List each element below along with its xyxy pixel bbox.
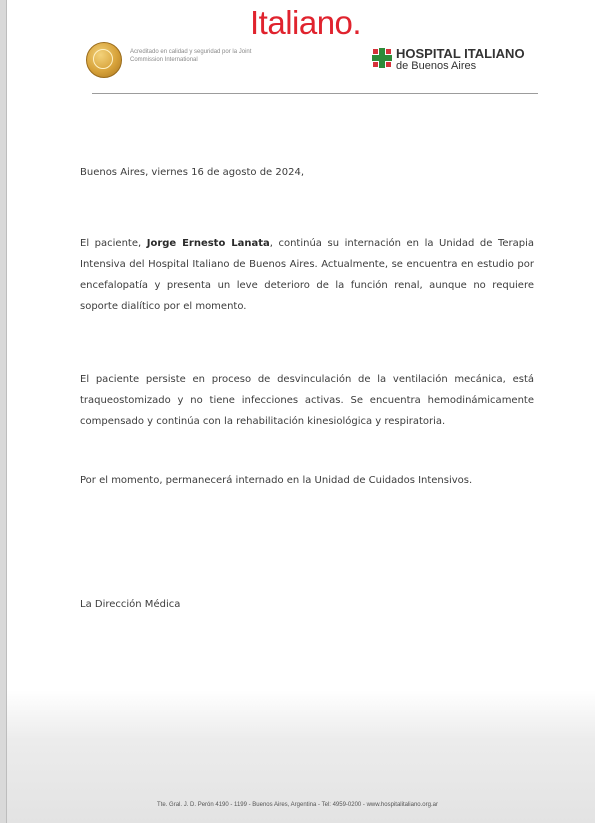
accreditation-seal-icon [86, 42, 122, 78]
paragraph-1-rest: , continúa su internación en la Unidad de Terapia Intensiva del Hospital Italiano de Buenos Aires. Actualmente, se encuentra en estudio por encefalopatía y presenta un leve deterioro de la función renal, aunque no requiere soporte dialítico por el momento. [80, 238, 534, 312]
hospital-cross-icon [372, 48, 392, 68]
accreditation-text: Acreditado en calidad y seguridad por la Joint Commission International [130, 49, 252, 63]
patient-name: Jorge Ernesto Lanata [146, 238, 270, 249]
hospital-city: de Buenos Aires [396, 60, 477, 72]
date-line: Buenos Aires, viernes 16 de agosto de 2024, [80, 167, 304, 178]
signature: La Dirección Médica [80, 599, 181, 610]
seal-ring [93, 49, 113, 69]
page-edge-line [6, 0, 7, 823]
paragraph-3: Por el momento, permanecerá internado en la Unidad de Cuidados Intensivos. [80, 475, 473, 486]
paragraph-2: El paciente persiste en proceso de desvinculación de la ventilación mecánica, está traqueostomizado y no tiene infecciones activas. Se encuentra hemodinámicamente compensado y continúa con la rehabilitación kinesiológica y respiratoria. [80, 374, 534, 427]
hospital-name: HOSPITAL ITALIANO [396, 46, 525, 61]
overlay-brand-title: Italiano. [250, 4, 362, 41]
header-divider [92, 93, 538, 94]
paragraph-1-prefix: El paciente, [80, 238, 147, 249]
footer-address: Tte. Gral. J. D. Perón 4190 - 1199 - Buenos Aires, Argentina - Tel: 4959-0200 - www.hospitalitaliano.org.ar [157, 802, 438, 808]
paragraph-1 [80, 233, 534, 317]
